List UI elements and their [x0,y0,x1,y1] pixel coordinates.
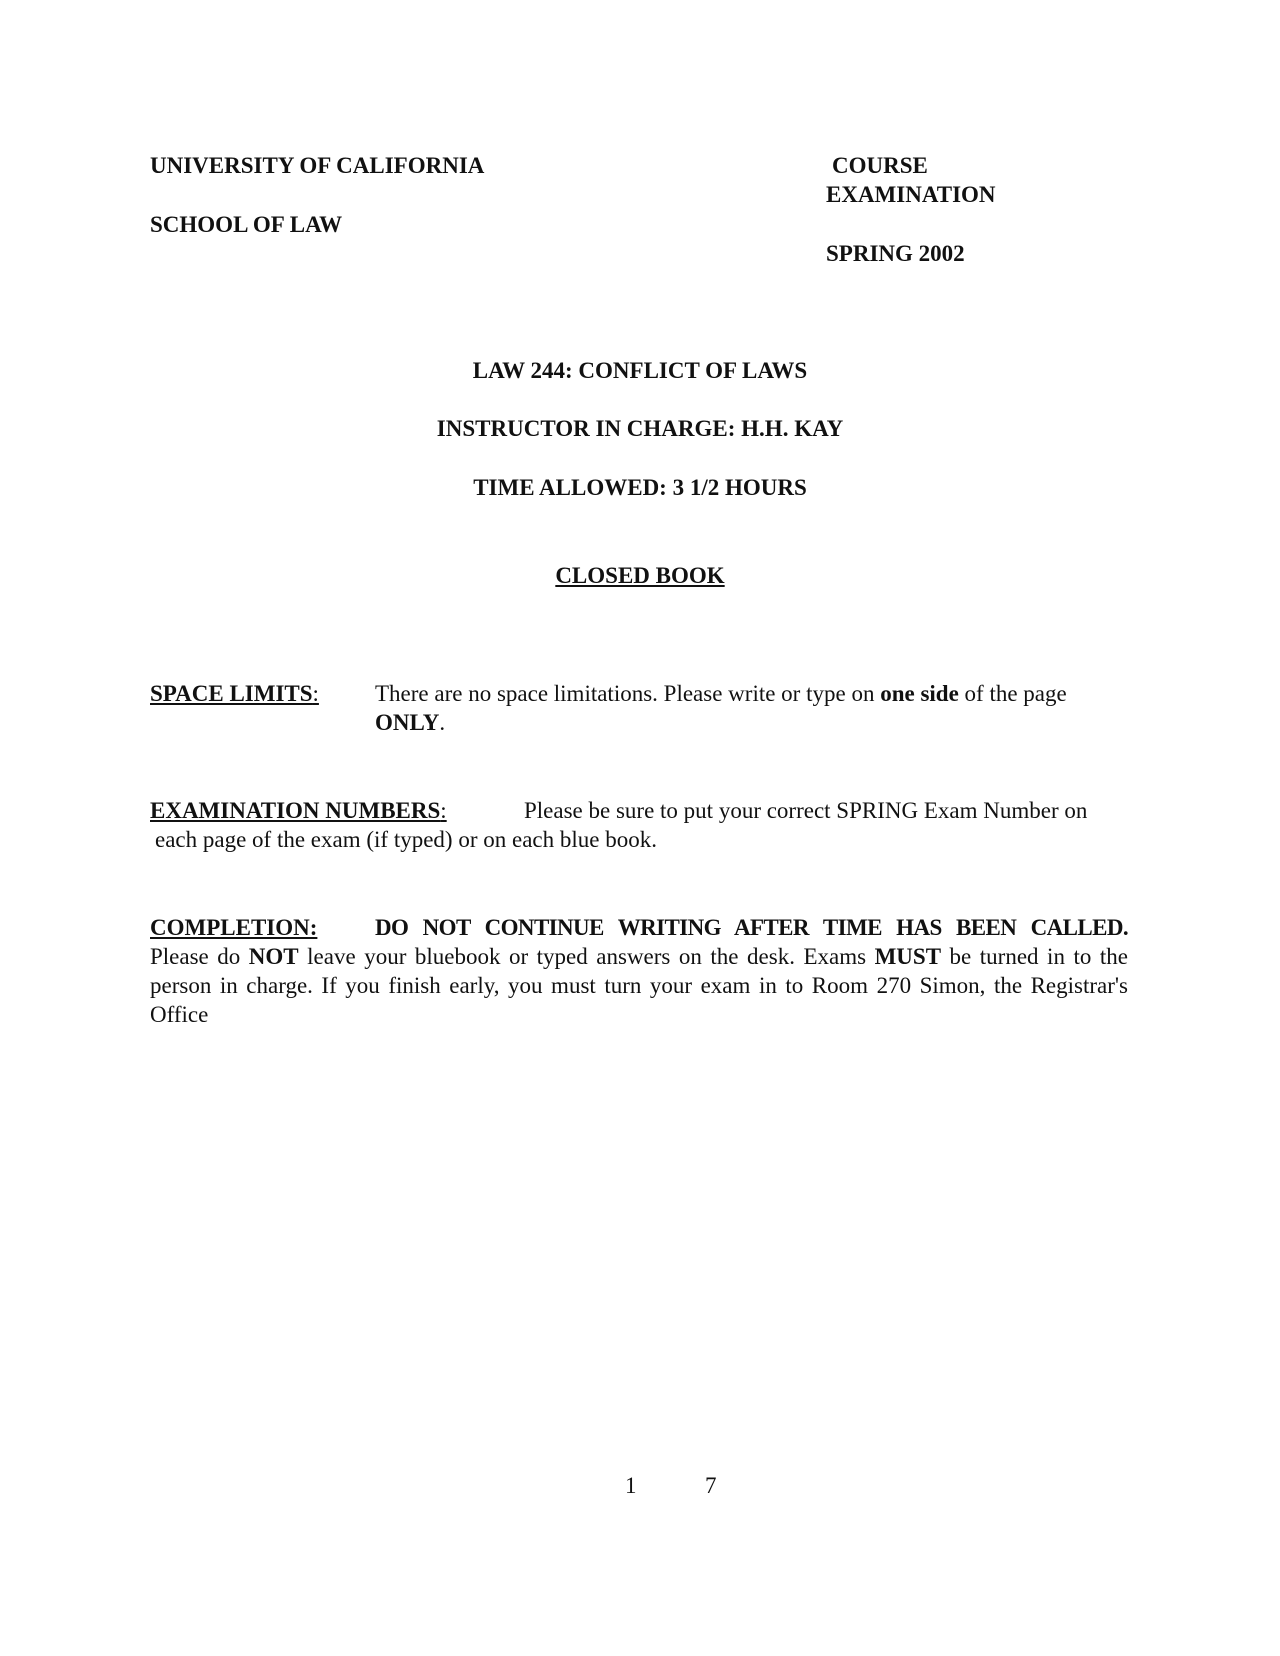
space-limits-heading [150,679,319,708]
school-name: SCHOOL OF LAW [150,212,343,237]
time-allowed-line: TIME ALLOWED: 3 1/2 HOURS [473,475,807,500]
space-limits-emphasis: one side [880,681,959,706]
space-limits-text [375,679,1067,708]
term-label: SPRING 2002 [826,241,965,266]
page-total: 7 [705,1473,717,1498]
completion-must: MUST [874,944,942,969]
exam-numbers-heading [150,796,447,825]
space-limits-colon: : [312,681,319,706]
space-limits-period: . [439,710,446,735]
university-name: UNIVERSITY OF CALIFORNIA [150,153,485,178]
completion-text-1: Please do [150,944,249,969]
completion-headline: DO NOT CONTINUE WRITING AFTER TIME HAS BEEN CALLED. [375,915,1128,940]
closed-book-notice: CLOSED BOOK [555,563,725,588]
course-label: COURSE [832,153,928,178]
instructor-line: INSTRUCTOR IN CHARGE: H.H. KAY [436,416,844,441]
completion-text-3: be turned in to the person in charge. If you finish early, you must turn your exam in to Room 270 Simon, the Registrar's Office [150,944,1128,1027]
exam-numbers-text-line2: each page of the exam (if typed) or on each blue book. [155,827,657,852]
completion-label: COMPLETION: [150,915,318,940]
completion-paragraph [150,942,1128,1029]
exam-numbers-label: EXAMINATION NUMBERS [150,798,441,823]
exam-numbers-colon: : [440,798,447,823]
completion-not: NOT [248,944,299,969]
page-number: 1 [625,1473,637,1498]
space-limits-only: ONLY [375,710,440,735]
completion-text-2: leave your bluebook or typed answers on the desk. Exams [298,944,875,969]
space-limits-text-start: There are no space limitations. Please write or type on [375,681,881,706]
examination-label: EXAMINATION [826,182,996,207]
course-title: LAW 244: CONFLICT OF LAWS [472,358,808,383]
space-limits-text-end: of the page [958,681,1067,706]
space-limits-text-line2 [375,708,445,737]
exam-numbers-text-line1: Please be sure to put your correct SPRING Exam Number on [524,798,1088,823]
space-limits-label: SPACE LIMITS [150,681,313,706]
